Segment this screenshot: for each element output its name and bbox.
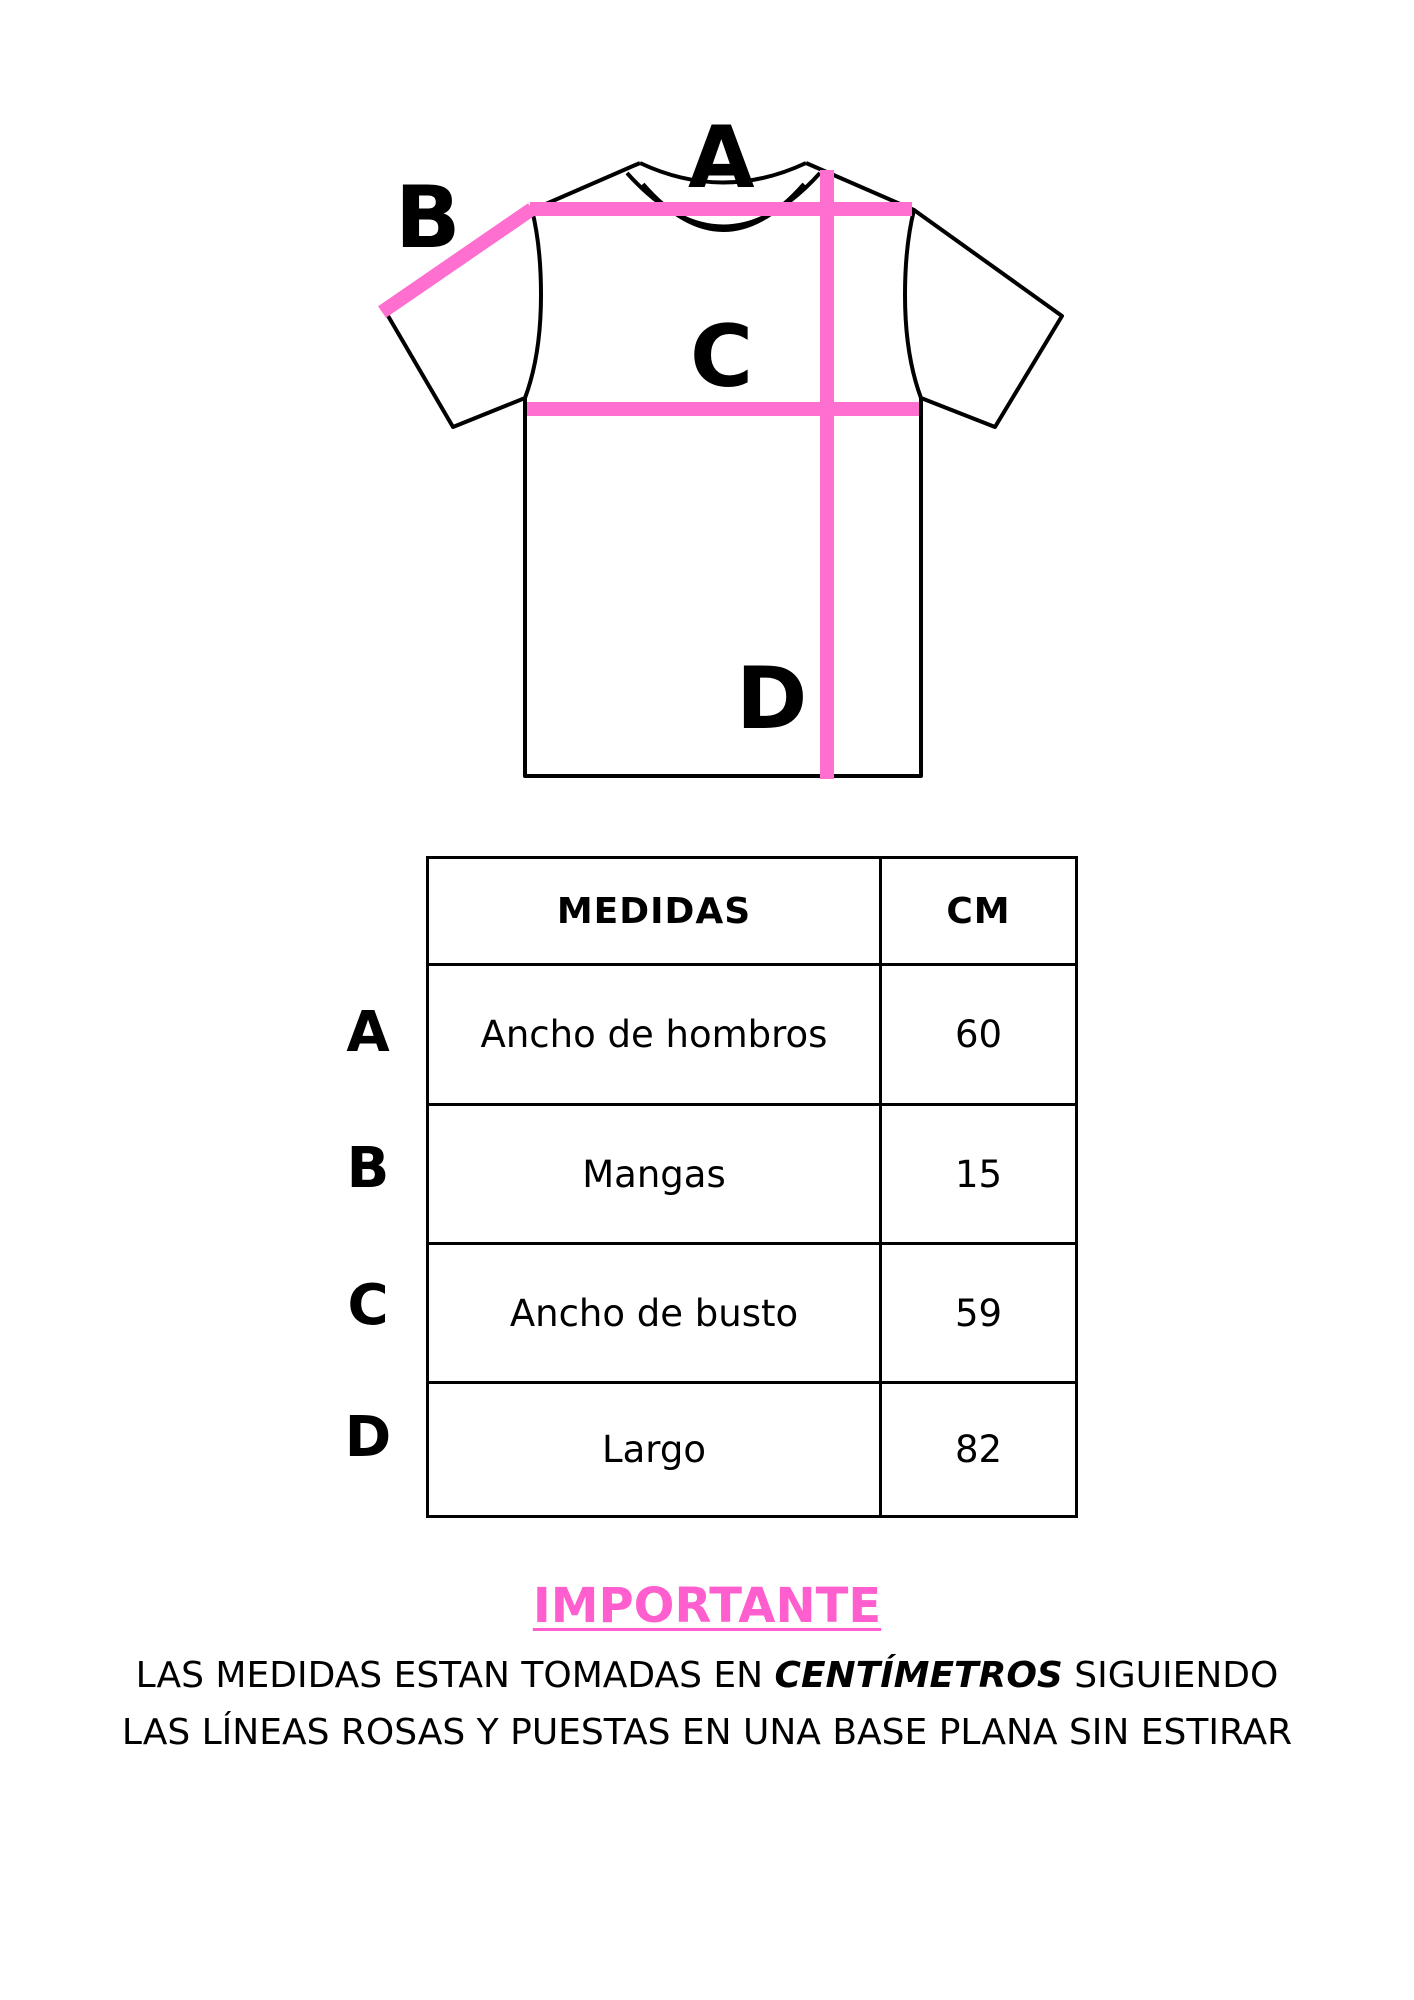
diagram-label-b: B — [395, 168, 461, 268]
row-letter-a: A — [346, 1000, 390, 1065]
right-sleeve-outline — [914, 210, 1062, 427]
measure-name: Ancho de busto — [428, 1244, 881, 1383]
table-header-row — [428, 858, 1077, 965]
table-row — [428, 1244, 1077, 1383]
notice-line-1-start: LAS MEDIDAS ESTAN TOMADAS EN — [135, 1655, 775, 1696]
row-letter-b: B — [346, 1136, 390, 1201]
diagram-label-d: D — [736, 649, 808, 749]
header-cm: CM — [881, 858, 1077, 965]
measure-name: Ancho de hombros — [428, 965, 881, 1105]
header-medidas: MEDIDAS — [428, 858, 881, 965]
table-row — [428, 1383, 1077, 1517]
measure-name: Mangas — [428, 1105, 881, 1244]
size-table — [426, 856, 1078, 1518]
measure-lines — [382, 170, 919, 779]
tshirt-diagram — [0, 0, 1414, 800]
table-row — [428, 1105, 1077, 1244]
measure-value: 59 — [881, 1244, 1077, 1383]
tshirt-outline — [384, 163, 1062, 776]
measure-name: Largo — [428, 1383, 881, 1517]
notice-line-1-end: SIGUIENDO — [1062, 1655, 1279, 1696]
notice-emphasis-centimetros: CENTÍMETROS — [774, 1655, 1063, 1696]
diagram-label-a: A — [688, 108, 755, 208]
row-letter-d: D — [344, 1405, 392, 1470]
measure-value: 60 — [881, 965, 1077, 1105]
notice-line-1 — [0, 1655, 1414, 1696]
tshirt-body-outline — [525, 163, 921, 776]
diagram-label-c: C — [690, 307, 754, 407]
measure-value: 15 — [881, 1105, 1077, 1244]
table-row — [428, 965, 1077, 1105]
notice-title: IMPORTANTE — [532, 1578, 882, 1634]
row-letter-c: C — [347, 1273, 389, 1338]
notice-line-2: LAS LÍNEAS ROSAS Y PUESTAS EN UNA BASE PLANA SIN ESTIRAR — [121, 1712, 1293, 1753]
measure-value: 82 — [881, 1383, 1077, 1517]
